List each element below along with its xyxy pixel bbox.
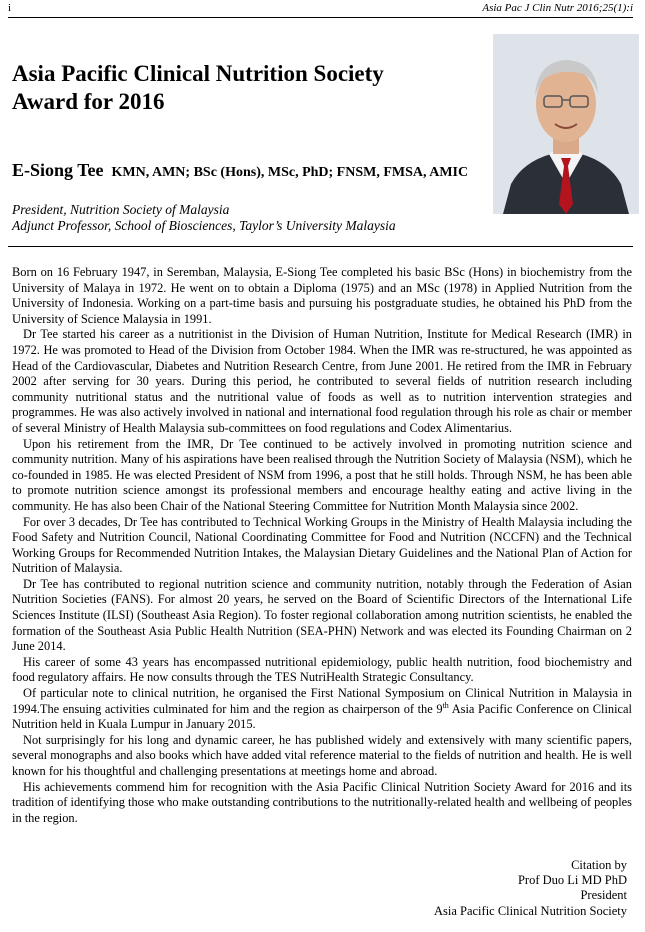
paragraph-4: For over 3 decades, Dr Tee has contributed to Technical Working Groups in the Ministry of Health Malaysia including the Food Safety and Nutrition Council, National Coordinating Committee for Food and Nutrition (NCCFN) and the Technical Working Groups for Recommended Nutrition Intakes, the Malaysian Dietary Guidelines and the National Plan of Action for Nutrition of Malaysia. <box>12 514 632 576</box>
awardee-name: E-Siong Tee <box>12 160 104 180</box>
portrait-photo-icon <box>493 34 639 214</box>
article-title <box>12 60 482 116</box>
citation-label: Citation by <box>571 858 627 872</box>
ordinal-superscript: th <box>442 700 449 710</box>
paragraph-8: Not surprisingly for his long and dynamic career, he has published widely and extensively with many scientific papers, several monographs and also books which have added vital reference material to the fields of nutrition and health. He is well known for his thoughtful and challenging presentations at meetings home and abroad. <box>12 732 632 778</box>
awardee-credentials: KMN, AMN; BSc (Hons), MSc, PhD; FNSM, FMSA, AMIC <box>111 165 469 180</box>
title-line-1: Asia Pacific Clinical Nutrition Society <box>12 61 384 86</box>
affiliation-1: President, Nutrition Society of Malaysia <box>12 202 230 217</box>
paragraph-7 <box>12 686 632 733</box>
title-line-2: Award for 2016 <box>12 89 165 114</box>
paragraph-3: Upon his retirement from the IMR, Dr Tee continued to be actively involved in promoting nutrition science and community nutrition. Many of his aspirations have been realised through the Nutrition Society of Malaysia (NSM), which he co-founded in 1985. He was elected President of NSM from 1996, a post that he still holds. Through NSM, he has been able to promote nutrition science amongst its professional members and encourage healthy eating and active living in the community. He has also been Chair of the National Steering Committee for Nutrition Month Malaysia since 2002. <box>12 436 632 513</box>
awardee-portrait-photo <box>493 34 639 214</box>
running-header <box>8 2 633 18</box>
article-body <box>12 265 632 826</box>
citation-organisation: Asia Pacific Clinical Nutrition Society <box>433 903 627 918</box>
paragraph-6: His career of some 43 years has encompassed nutritional epidemiology, public health nutrition, food biochemistry and food regulatory affairs. He now consults through the TES NutriHealth Strategic Consultancy. <box>12 654 632 685</box>
paragraph-9: His achievements commend him for recognition with the Asia Pacific Clinical Nutrition Society Award for 2016 and its tradition of identifying those who make outstanding contributions to the nutritionally-related health and wellbeing of peoples in the region. <box>12 779 632 825</box>
journal-reference: Asia Pac J Clin Nutr 2016;25(1):i <box>482 2 633 14</box>
section-rule <box>8 246 633 247</box>
awardee-affiliations <box>12 202 396 234</box>
page-number: i <box>8 2 12 14</box>
header-rule <box>8 17 633 18</box>
paragraph-1: Born on 16 February 1947, in Seremban, Malaysia, E-Siong Tee completed his basic BSc (Hons) in biochemistry from the University of Malaya in 1972. He went on to obtain a Diploma (1975) and an MSc (1978) in Applied Nutrition from the University of Indonesia. Working on a part-time basis and pursuing his postgraduate studies, he obtained his PhD from the University of Science Malaysia in 1991. <box>12 265 632 326</box>
paragraph-7-part-1: Of particular note to clinical nutrition, he organised the First National Symposium on Clinical Nutrition in Malaysia in 1994.The ensuing activities culminated for him and the region as chairperson of the 9 <box>12 686 632 716</box>
citation-block <box>434 858 627 919</box>
affiliation-2: Adjunct Professor, School of Biosciences, Taylor’s University Malaysia <box>12 218 396 233</box>
paragraph-7-part-2: Asia Pacific Conference on Clinical Nutrition held in Kuala Lumpur in January 2015. <box>12 701 632 732</box>
paragraph-5: Dr Tee has contributed to regional nutrition science and community nutrition, notably through the Federation of Asian Nutrition Societies (FANS). For almost 20 years, he served on the Board of Scientific Directors of the International Life Sciences Institute (ILSI) (Southeast Asia Region). To foster regional collaboration among nutrition scientists, he enabled the formation of the Southeast Asia Public Health Nutrition (SEA-PHN) Network and was elected its Founding Chairman on 2 June 2014. <box>12 576 632 654</box>
citation-role: President <box>580 888 627 903</box>
paragraph-2: Dr Tee started his career as a nutritionist in the Division of Human Nutrition, Institute for Medical Research (IMR) in 1972. He was promoted to Head of the Division from October 1984. When the IMR was re-structured, he was appointed as Head of the Cardiovascular, Diabetes and Nutrition Research Centre, from June 2001. He retired from the IMR in February 2002 after serving for 30 years. During this period, he contributed to several fields of nutrition research including community nutritional status and the nutritional value of foods as well as to nutrition intervention strategies and programmes. He was also actively involved in national and international food regulation through his role as chair or member of several Ministry of Health Malaysia sub-committees on food regulations and Codex Alimentarius. <box>12 327 632 435</box>
awardee-name-line <box>12 160 468 181</box>
citation-name: Prof Duo Li MD PhD <box>517 873 627 888</box>
